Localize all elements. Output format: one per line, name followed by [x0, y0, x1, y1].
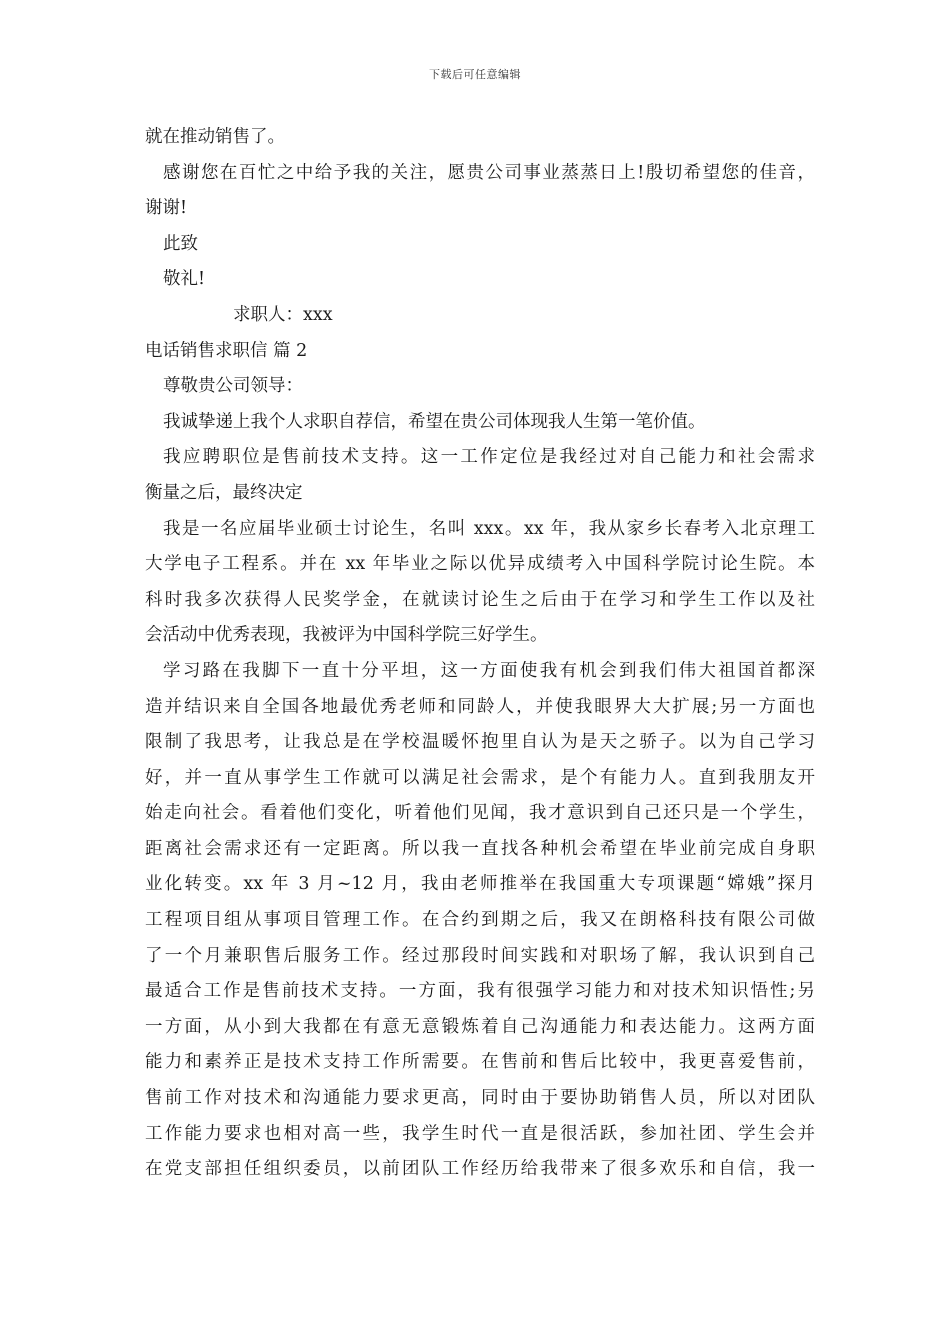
- text-line: 我应聘职位是售前技术支持。这一工作定位是我经过对自己能力和社会需求: [163, 447, 815, 468]
- text-line: 售前工作对技术和沟通能力要求更高，同时由于要协助销售人员，所以对团队: [145, 1088, 815, 1109]
- text-line: 距离社会需求还有一定距离。所以我一直找各种机会希望在毕业前完成自身职: [145, 838, 815, 859]
- text-line: 造并结识来自全国各地最优秀老师和同龄人，并使我眼界大大扩展;另一方面也: [145, 696, 815, 717]
- text-line: 工程项目组从事项目管理工作。在合约到期之后，我又在朗格科技有限公司做: [145, 910, 815, 931]
- text-line: 一方面，从小到大我都在有意无意锻炼着自己沟通能力和表达能力。这两方面: [145, 1016, 815, 1037]
- text-line: 大学电子工程系。并在 xx 年毕业之际以优异成绩考入中国科学院讨论生院。本: [145, 554, 815, 575]
- text-line: 我诚挚递上我个人求职自荐信，希望在贵公司体现我人生第一笔价值。: [163, 411, 706, 432]
- text-line: 感谢您在百忙之中给予我的关注，愿贵公司事业蒸蒸日上!殷切希望您的佳音，: [163, 162, 815, 183]
- text-line: 好，并一直从事学生工作就可以满足社会需求，是个有能力人。直到我朋友开: [145, 767, 815, 788]
- text-line: 会活动中优秀表现，我被评为中国科学院三好学生。: [145, 625, 548, 646]
- text-line: 业化转变。xx 年 3 月~12 月，我由老师推举在我国重大专项课题“嫦娥”探月: [145, 874, 815, 895]
- text-line: 我是一名应届毕业硕士讨论生，名叫 xxx。xx 年，我从家乡长春考入北京理工: [163, 518, 815, 539]
- text-line: 始走向社会。看着他们变化，听着他们见闻，我才意识到自己还只是一个学生，: [145, 803, 815, 824]
- signature-line: 求职人：xxx: [233, 304, 333, 325]
- text-line: 在党支部担任组织委员，以前团队工作经历给我带来了很多欢乐和自信，我一: [145, 1159, 815, 1180]
- salutation-line: 此致: [163, 233, 198, 254]
- text-line: 限制了我思考，让我总是在学校温暖怀抱里自认为是天之骄子。以为自己学习: [145, 732, 815, 753]
- text-line: 最适合工作是售前技术支持。一方面，我有很强学习能力和对技术知识悟性;另: [145, 981, 815, 1002]
- text-line: 就在推动销售了。: [145, 127, 285, 147]
- text-line: 了一个月兼职售后服务工作。经过那段时间实践和对职场了解，我认识到自己: [145, 945, 815, 966]
- text-line: 衡量之后，最终决定: [145, 482, 303, 503]
- page-header: 下载后可任意编辑: [429, 68, 521, 81]
- text-line: 工作能力要求也相对高一些，我学生时代一直是很活跃，参加社团、学生会并: [145, 1123, 815, 1144]
- text-line: 谢谢!: [145, 198, 188, 219]
- text-line: 学习路在我脚下一直十分平坦，这一方面使我有机会到我们伟大祖国首都深: [163, 660, 815, 681]
- greeting-line: 尊敬贵公司领导：: [163, 376, 303, 397]
- salutation-line: 敬礼!: [163, 269, 206, 290]
- text-line: 科时我多次获得人民奖学金，在就读讨论生之后由于在学习和学生工作以及社: [145, 589, 815, 610]
- document-body: [145, 120, 815, 1188]
- section-title: 电话销售求职信 篇 2: [145, 340, 308, 361]
- text-line: 能力和素养正是技术支持工作所需要。在售前和售后比较中，我更喜爱售前，: [145, 1052, 815, 1073]
